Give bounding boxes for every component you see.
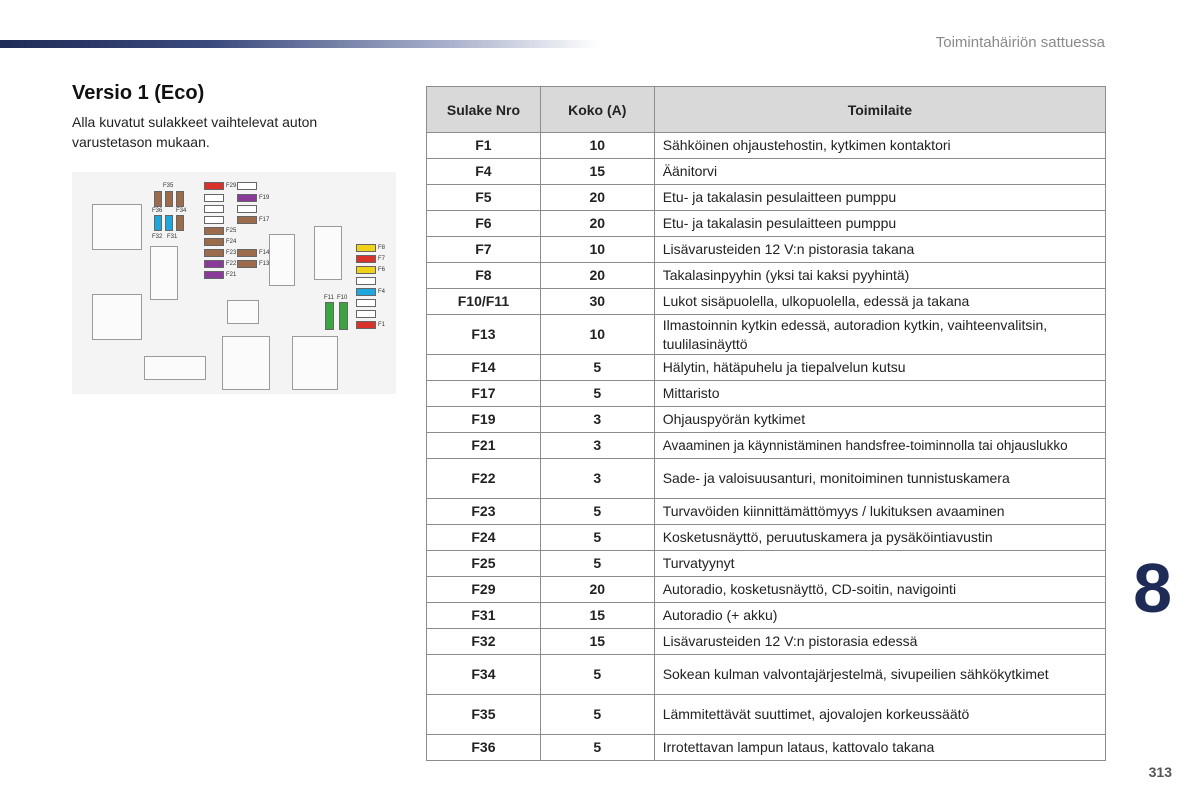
table-row — [427, 433, 1106, 459]
fuse-label: F24 — [226, 239, 237, 245]
fuse-label: F1 — [378, 322, 386, 328]
cell-toimilaite: Turvavöiden kiinnittämättömyys / lukituksen avaaminen — [654, 499, 1105, 525]
fuse-label: F25 — [226, 228, 237, 234]
table-row — [427, 289, 1106, 315]
table-row — [427, 355, 1106, 381]
fuse — [204, 271, 224, 279]
fuse-label: F4 — [378, 289, 386, 295]
table-row — [427, 525, 1106, 551]
cell-koko: 3 — [540, 407, 654, 433]
relay-block — [269, 234, 295, 286]
cell-koko: 5 — [540, 735, 654, 761]
cell-koko: 30 — [540, 289, 654, 315]
fuse-label: F34 — [176, 208, 187, 214]
fuse-label: F6 — [378, 267, 386, 273]
fuse — [204, 194, 224, 202]
cell-nro: F1 — [427, 133, 541, 159]
fuse — [356, 321, 376, 329]
fuse-label: F29 — [226, 183, 237, 189]
fuse-label: F31 — [167, 234, 178, 240]
fuse-label: F8 — [378, 245, 386, 251]
column-header-toimilaite: Toimilaite — [654, 87, 1105, 133]
relay-block — [292, 336, 338, 390]
table-row — [427, 211, 1106, 237]
fuse — [325, 302, 334, 330]
fuse-box-diagram — [72, 172, 396, 394]
cell-koko: 5 — [540, 499, 654, 525]
cell-koko: 15 — [540, 629, 654, 655]
cell-nro: F35 — [427, 695, 541, 735]
column-header-koko: Koko (A) — [540, 87, 654, 133]
fuse — [237, 216, 257, 224]
fuse — [356, 299, 376, 307]
fuse-table — [426, 86, 1106, 761]
cell-koko: 3 — [540, 433, 654, 459]
section-header: Toimintahäiriön sattuessa — [935, 34, 1105, 51]
cell-nro: F22 — [427, 459, 541, 499]
table-row — [427, 629, 1106, 655]
cell-nro: F29 — [427, 577, 541, 603]
cell-koko: 5 — [540, 695, 654, 735]
cell-toimilaite: Kosketusnäyttö, peruutuskamera ja pysäköintiavustin — [654, 525, 1105, 551]
fuse — [204, 227, 224, 235]
cell-toimilaite: Irrotettavan lampun lataus, kattovalo takana — [654, 735, 1105, 761]
fuse — [356, 266, 376, 274]
fuse-label: F10 — [337, 295, 348, 301]
fuse-label: F32 — [152, 234, 163, 240]
cell-nro: F10/F11 — [427, 289, 541, 315]
cell-toimilaite: Sokean kulman valvontajärjestelmä, sivupeilien sähkökytkimet — [654, 655, 1105, 695]
cell-koko: 5 — [540, 355, 654, 381]
cell-koko: 20 — [540, 577, 654, 603]
relay-block — [227, 300, 259, 324]
table-row — [427, 381, 1106, 407]
cell-koko: 3 — [540, 459, 654, 499]
relay-block — [144, 356, 206, 380]
table-row — [427, 735, 1106, 761]
column-header-sulake: Sulake Nro — [427, 87, 541, 133]
cell-toimilaite: Ilmastoinnin kytkin edessä, autoradion kytkin, vaihteenvalitsin, tuulilasinäyttö — [654, 315, 1105, 355]
cell-toimilaite: Sade- ja valoisuusanturi, monitoiminen tunnistuskamera — [654, 459, 1105, 499]
cell-koko: 5 — [540, 525, 654, 551]
page-title: Versio 1 (Eco) — [72, 82, 205, 104]
cell-toimilaite: Autoradio (+ akku) — [654, 603, 1105, 629]
fuse — [356, 277, 376, 285]
cell-nro: F8 — [427, 263, 541, 289]
table-row — [427, 263, 1106, 289]
fuse — [154, 191, 162, 207]
fuse — [204, 205, 224, 213]
fuse-label: F7 — [378, 256, 386, 262]
cell-koko: 5 — [540, 655, 654, 695]
cell-koko: 15 — [540, 603, 654, 629]
fuse-label: F21 — [226, 272, 237, 278]
page-number: 313 — [1148, 764, 1172, 780]
cell-toimilaite: Äänitorvi — [654, 159, 1105, 185]
cell-toimilaite: Turvatyynyt — [654, 551, 1105, 577]
table-row — [427, 577, 1106, 603]
cell-nro: F21 — [427, 433, 541, 459]
cell-nro: F7 — [427, 237, 541, 263]
fuse — [204, 249, 224, 257]
fuse — [165, 191, 173, 207]
fuse — [204, 260, 224, 268]
cell-nro: F14 — [427, 355, 541, 381]
cell-toimilaite: Ohjauspyörän kytkimet — [654, 407, 1105, 433]
cell-koko: 5 — [540, 381, 654, 407]
cell-toimilaite: Lisävarusteiden 12 V:n pistorasia takana — [654, 237, 1105, 263]
cell-toimilaite: Etu- ja takalasin pesulaitteen pumppu — [654, 185, 1105, 211]
fuse-label: F14 — [259, 250, 270, 256]
fuse — [237, 205, 257, 213]
cell-nro: F32 — [427, 629, 541, 655]
fuse-label: F35 — [163, 183, 174, 189]
relay-block — [92, 204, 142, 250]
fuse — [176, 215, 184, 231]
cell-koko: 10 — [540, 237, 654, 263]
cell-nro: F25 — [427, 551, 541, 577]
table-row — [427, 159, 1106, 185]
cell-toimilaite: Avaaminen ja käynnistäminen handsfree-toiminnolla tai ohjauslukko — [654, 433, 1105, 459]
fuse — [356, 310, 376, 318]
cell-nro: F23 — [427, 499, 541, 525]
fuse-label: F17 — [259, 217, 270, 223]
fuse — [237, 182, 257, 190]
fuse — [237, 194, 257, 202]
chapter-number: 8 — [1133, 549, 1172, 627]
fuse — [165, 215, 173, 231]
fuse — [204, 182, 224, 190]
fuse-label: F23 — [226, 250, 237, 256]
fuse-label: F19 — [259, 195, 270, 201]
fuse-label: F36 — [152, 208, 163, 214]
cell-nro: F17 — [427, 381, 541, 407]
cell-toimilaite: Sähköinen ohjaustehostin, kytkimen kontaktori — [654, 133, 1105, 159]
relay-block — [222, 336, 270, 390]
fuse — [339, 302, 348, 330]
relay-block — [314, 226, 342, 280]
fuse — [356, 244, 376, 252]
table-row — [427, 133, 1106, 159]
table-row — [427, 695, 1106, 735]
cell-nro: F34 — [427, 655, 541, 695]
cell-nro: F19 — [427, 407, 541, 433]
cell-toimilaite: Hälytin, hätäpuhelu ja tiepalvelun kutsu — [654, 355, 1105, 381]
cell-toimilaite: Etu- ja takalasin pesulaitteen pumppu — [654, 211, 1105, 237]
cell-toimilaite: Autoradio, kosketusnäyttö, CD-soitin, navigointi — [654, 577, 1105, 603]
relay-block — [150, 246, 178, 300]
relay-block — [92, 294, 142, 340]
cell-toimilaite: Lukot sisäpuolella, ulkopuolella, edessä ja takana — [654, 289, 1105, 315]
table-row — [427, 603, 1106, 629]
cell-nro: F13 — [427, 315, 541, 355]
cell-toimilaite: Lisävarusteiden 12 V:n pistorasia edessä — [654, 629, 1105, 655]
cell-koko: 15 — [540, 159, 654, 185]
fuse — [176, 191, 184, 207]
cell-toimilaite: Lämmitettävät suuttimet, ajovalojen korkeussäätö — [654, 695, 1105, 735]
fuse — [204, 238, 224, 246]
cell-koko: 10 — [540, 315, 654, 355]
fuse — [356, 288, 376, 296]
table-row — [427, 315, 1106, 355]
table-row — [427, 237, 1106, 263]
cell-nro: F6 — [427, 211, 541, 237]
fuse — [237, 249, 257, 257]
cell-koko: 5 — [540, 551, 654, 577]
fuse-label: F13 — [259, 261, 270, 267]
table-row — [427, 551, 1106, 577]
cell-koko: 20 — [540, 185, 654, 211]
table-row — [427, 655, 1106, 695]
fuse — [204, 216, 224, 224]
cell-toimilaite: Takalasinpyyhin (yksi tai kaksi pyyhintä) — [654, 263, 1105, 289]
cell-nro: F31 — [427, 603, 541, 629]
cell-nro: F24 — [427, 525, 541, 551]
cell-toimilaite: Mittaristo — [654, 381, 1105, 407]
table-row — [427, 407, 1106, 433]
fuse-label: F22 — [226, 261, 237, 267]
table-row — [427, 185, 1106, 211]
fuse — [154, 215, 162, 231]
cell-nro: F5 — [427, 185, 541, 211]
intro-text: Alla kuvatut sulakkeet vaihtelevat auton varustetason mukaan. — [72, 114, 318, 150]
fuse-label: F11 — [324, 295, 334, 301]
cell-koko: 20 — [540, 263, 654, 289]
table-row — [427, 459, 1106, 499]
fuse — [356, 255, 376, 263]
cell-nro: F36 — [427, 735, 541, 761]
fuse — [237, 260, 257, 268]
cell-koko: 20 — [540, 211, 654, 237]
table-row — [427, 499, 1106, 525]
cell-nro: F4 — [427, 159, 541, 185]
header-bar — [0, 40, 600, 48]
cell-koko: 10 — [540, 133, 654, 159]
